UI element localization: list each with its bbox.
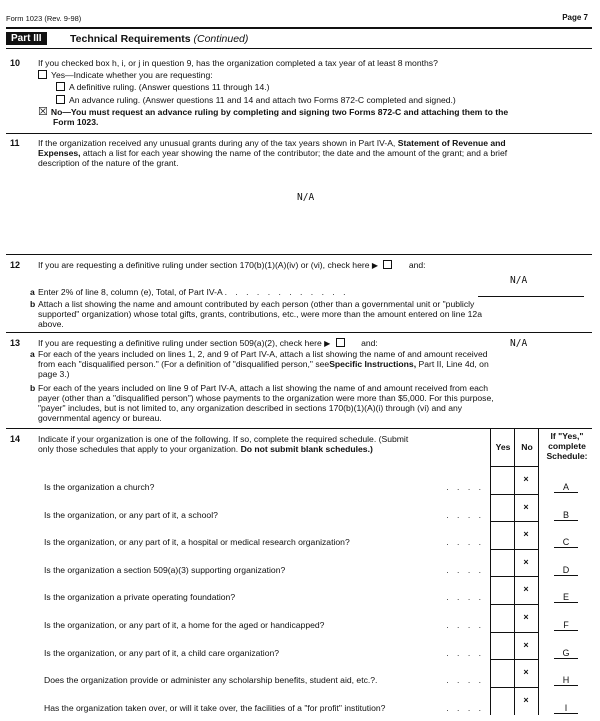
q13a-text bbox=[38, 349, 489, 379]
q12-checkbox[interactable] bbox=[383, 260, 392, 269]
q10-no-label-2: Form 1023. bbox=[53, 117, 99, 127]
q12b-line1: Attach a list showing the name and amount contributed by each person (other than a governmental unit or "publicly bbox=[38, 299, 475, 309]
q10-yes-label: Yes—Indicate whether you are requesting: bbox=[51, 70, 213, 80]
table-row-schedule: E bbox=[562, 592, 569, 603]
q10-no-checkbox-checked[interactable]: ☒ bbox=[38, 106, 48, 118]
q13-and: and: bbox=[361, 338, 378, 348]
q12b-line2: supported" organization) whose total gifts, grants, contributions, etc., were more than the amount entered on line 12a bbox=[38, 309, 482, 319]
table-row-leader-dots: . . . . bbox=[446, 675, 484, 686]
table-row-divider bbox=[490, 604, 538, 605]
q10-yes-checkbox[interactable] bbox=[38, 70, 47, 79]
q14-number: 14 bbox=[10, 434, 21, 444]
q13a-line3: page 3.) bbox=[38, 369, 70, 379]
table-row-no-mark[interactable]: × bbox=[523, 694, 529, 705]
table-row-yes-cell[interactable] bbox=[491, 551, 513, 575]
q10-definitive-checkbox[interactable] bbox=[56, 82, 65, 91]
q13-number: 13 bbox=[10, 338, 21, 348]
q13b-text bbox=[38, 383, 494, 423]
q11-line1-bold: Statement of Revenue and bbox=[397, 138, 506, 148]
q12a-label: Enter 2% of line 8, column (e), Total, of Part IV-A bbox=[38, 287, 223, 297]
q14-intro bbox=[38, 434, 488, 454]
q13a-line1: For each of the years included on lines 1, 2, and 9 of Part IV-A, attach a list showing the name of and amount received bbox=[38, 349, 488, 359]
table-row-no-mark[interactable]: × bbox=[523, 612, 529, 622]
table-row-schedule: B bbox=[562, 509, 569, 520]
q13a-line2-bold: Specific Instructions, bbox=[329, 359, 417, 369]
table-row-question: Is the organization a church? bbox=[44, 482, 155, 492]
table-row-question: Is the organization, or any part of it, a hospital or medical research organization? bbox=[44, 537, 350, 548]
table-row-yes-cell[interactable] bbox=[491, 468, 513, 492]
table-row-leader-dots: . . . . bbox=[446, 702, 484, 713]
table-row-schedule-underline bbox=[554, 685, 578, 686]
q12a-text bbox=[38, 287, 349, 297]
table-row-schedule: I bbox=[564, 702, 568, 713]
q10-number: 10 bbox=[10, 58, 21, 68]
table-row-yes-cell[interactable] bbox=[491, 578, 513, 602]
table-row-no-mark[interactable]: × bbox=[523, 529, 529, 540]
q12-question-row bbox=[38, 260, 426, 271]
q14-line2-bold: Do not submit blank schedules.) bbox=[240, 444, 373, 454]
table-row-question: Is the organization, or any part of it, a home for the aged or handicapped? bbox=[44, 620, 325, 630]
col-header-yes: Yes bbox=[495, 442, 511, 452]
table-row-schedule-underline bbox=[554, 547, 578, 548]
table-row-schedule-underline bbox=[554, 630, 578, 631]
table-row-leader-dots: . . . . bbox=[446, 647, 484, 658]
table-row-leader-dots: . . . . bbox=[446, 620, 484, 630]
table-row-yes-cell[interactable] bbox=[491, 523, 513, 547]
q11-line2-bold: Expenses, bbox=[38, 148, 81, 158]
table-row-question: Does the organization provide or administer any scholarship benefits, student aid, etc.?. bbox=[44, 675, 378, 686]
table-row-divider bbox=[490, 466, 538, 467]
col-schedule-left-border bbox=[538, 428, 539, 715]
q13b-line1: For each of the years included on line 9 of Part IV-A, attach a list showing the name of and amount received from each bbox=[38, 383, 488, 393]
col-header-schedule bbox=[540, 431, 594, 461]
q11-text bbox=[38, 138, 593, 168]
part-continued: (Continued) bbox=[193, 33, 249, 45]
q13-question: If you are requesting a definitive ruling under section 509(a)(2), check here bbox=[38, 338, 322, 348]
col-no-left-border bbox=[514, 428, 515, 715]
table-row-schedule: A bbox=[562, 482, 569, 492]
page-number: Page 7 bbox=[562, 13, 588, 22]
q12-answer: N/A bbox=[510, 275, 528, 286]
q13-rule bbox=[6, 428, 592, 429]
table-row-divider bbox=[490, 576, 538, 577]
table-row-schedule-underline bbox=[554, 520, 578, 521]
table-row-question: Is the organization, or any part of it, a child care organization? bbox=[44, 647, 280, 658]
q11-answer: N/A bbox=[297, 192, 315, 203]
table-row-schedule-underline bbox=[554, 492, 578, 493]
q11-line3: description of the nature of the grant. bbox=[38, 158, 179, 168]
q10-rule bbox=[6, 133, 592, 134]
q12a-leader-dots: . . . . . . . . . . . . bbox=[224, 287, 349, 297]
table-row-leader-dots: . . . . bbox=[446, 482, 484, 492]
q10-no-option[interactable] bbox=[38, 107, 508, 127]
col-header-schedule-3: Schedule: bbox=[546, 451, 588, 461]
q10-yes-option[interactable] bbox=[38, 70, 213, 80]
q10-definitive-option[interactable] bbox=[56, 82, 269, 92]
table-row-leader-dots: . . . . bbox=[446, 592, 484, 603]
table-row-no-mark[interactable]: × bbox=[523, 584, 529, 595]
part-title bbox=[70, 33, 248, 45]
table-row-no-mark[interactable]: × bbox=[523, 556, 529, 567]
q12-rule bbox=[6, 332, 592, 333]
table-row-divider bbox=[490, 659, 538, 660]
q12a-letter: a bbox=[30, 287, 35, 297]
table-row-yes-cell[interactable] bbox=[491, 661, 513, 685]
table-row-no-mark[interactable]: × bbox=[523, 501, 529, 512]
table-row-divider bbox=[490, 632, 538, 633]
q13a-line2-end: Part II, Line 4d, on bbox=[418, 359, 489, 369]
q10-definitive-label: A definitive ruling. (Answer questions 11 through 14.) bbox=[69, 82, 270, 92]
table-row-divider bbox=[490, 549, 538, 550]
q13b-line4: governmental agency or bureau. bbox=[38, 413, 162, 423]
table-row-leader-dots: . . . . bbox=[446, 564, 484, 575]
table-row-schedule: H bbox=[562, 675, 570, 686]
table-row-divider bbox=[490, 494, 538, 495]
q13a-letter: a bbox=[30, 349, 35, 359]
part-label bbox=[6, 32, 47, 45]
q10-question: If you checked box h, i, or j in question 9, has the organization completed a tax year of at least 8 months? bbox=[38, 58, 438, 68]
q14-line2: only those schedules that apply to your organization. bbox=[38, 444, 239, 454]
col-header-schedule-2: complete bbox=[548, 441, 586, 451]
q13b-line2: payer (other than a "disqualified person") whose payments to the organization were more than $5,000. For this purpose, bbox=[38, 393, 494, 403]
table-row-no-mark[interactable]: × bbox=[523, 474, 529, 484]
part-label-text: Part III bbox=[11, 33, 42, 44]
q10-advance-checkbox[interactable] bbox=[56, 95, 65, 104]
q13-arrow-icon: ▶ bbox=[324, 339, 331, 348]
table-row-yes-cell[interactable] bbox=[491, 496, 513, 520]
q11-line1: If the organization received any unusual grants during any of the tax years shown in Part IV-A, bbox=[38, 138, 396, 148]
q11-line2: attach a list for each year showing the name of the contributor; the date and the amount of the grant; and a brief bbox=[82, 148, 508, 158]
table-row-schedule-underline bbox=[554, 575, 578, 576]
q12-and: and: bbox=[408, 260, 426, 270]
part-rule bbox=[6, 48, 592, 49]
table-row-no-mark[interactable]: × bbox=[523, 667, 529, 678]
q10-advance-option[interactable] bbox=[56, 95, 456, 105]
table-row-schedule: C bbox=[562, 537, 570, 548]
table-row-yes-cell[interactable] bbox=[491, 606, 513, 630]
table-row-no-mark[interactable]: × bbox=[523, 639, 529, 650]
q14-line1: Indicate if your organization is one of the following. If so, complete the required schedule. (Submit bbox=[38, 434, 409, 444]
table-row-yes-cell[interactable] bbox=[491, 634, 513, 658]
q12-question: If you are requesting a definitive ruling under section 170(b)(1)(A)(iv) or (vi), check here bbox=[38, 260, 370, 270]
table-row-divider bbox=[490, 521, 538, 522]
table-row-question: Is the organization a section 509(a)(3) supporting organization? bbox=[44, 564, 286, 575]
q11-number: 11 bbox=[10, 138, 20, 148]
q12b-letter: b bbox=[30, 299, 36, 309]
q13-answer: N/A bbox=[510, 338, 528, 349]
table-row-question: Has the organization taken over, or will it take over, the facilities of a "for profit" institution? bbox=[44, 702, 386, 713]
q13b-letter: b bbox=[30, 383, 36, 393]
table-row-schedule: F bbox=[563, 620, 569, 630]
table-row-yes-cell[interactable] bbox=[491, 689, 513, 713]
table-row-leader-dots: . . . . bbox=[446, 537, 484, 548]
q13b-line3: "payer" includes, but is not limited to, any organization described in sections 170(b)(1)(A)(i) through (vi) and any bbox=[38, 403, 463, 413]
q13a-line2: from each "disqualified person." (For a definition of "disqualified person," see bbox=[38, 359, 330, 369]
table-row-question: Is the organization, or any part of it, a school? bbox=[44, 509, 218, 520]
q10-advance-label: An advance ruling. (Answer questions 11 and 14 and attach two Forms 872-C completed and signed.) bbox=[69, 95, 456, 105]
q11-rule bbox=[6, 254, 592, 255]
q12b-line3: above. bbox=[38, 319, 64, 329]
form-id: Form 1023 (Rev. 9-98) bbox=[6, 14, 82, 23]
q12a-entry-line[interactable] bbox=[478, 296, 584, 297]
col-header-no: No bbox=[521, 442, 533, 452]
table-row-schedule-underline bbox=[554, 713, 578, 714]
table-row-schedule-underline bbox=[554, 658, 578, 659]
q12b-text bbox=[38, 299, 482, 329]
q12-arrow-icon: ▶ bbox=[371, 261, 379, 270]
table-row-divider bbox=[490, 687, 538, 688]
q10-no-label: No—You must request an advance ruling by completing and signing two Forms 872-C and attaching them to the bbox=[50, 107, 509, 117]
part-title-text: Technical Requirements bbox=[70, 33, 191, 45]
table-row-schedule-underline bbox=[554, 602, 578, 603]
table-row-question: Is the organization a private operating foundation? bbox=[44, 592, 236, 603]
table-row-schedule: G bbox=[562, 647, 570, 658]
q13-checkbox[interactable] bbox=[336, 338, 345, 347]
q12-number: 12 bbox=[10, 260, 21, 270]
q13-question-row bbox=[38, 338, 378, 349]
table-row-leader-dots: . . . . bbox=[446, 509, 484, 520]
header-rule bbox=[6, 27, 592, 29]
col-header-schedule-1: If "Yes," bbox=[550, 431, 584, 441]
table-row-schedule: D bbox=[562, 564, 570, 575]
